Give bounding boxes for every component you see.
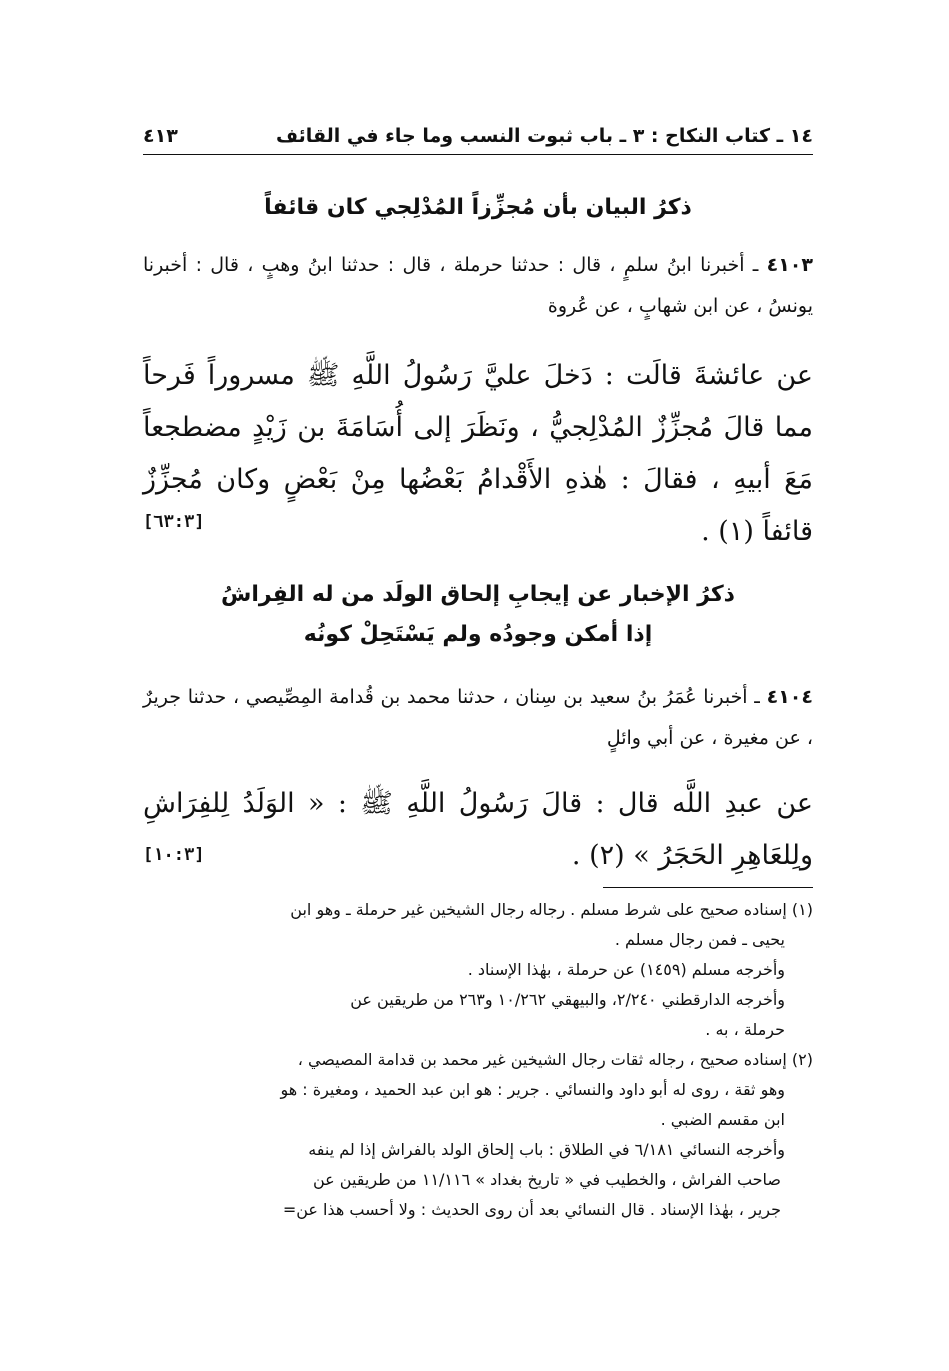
footnote-line: يحيى ـ فمن رجال مسلم . bbox=[614, 930, 785, 949]
volume-reference: [١٠:٣] bbox=[143, 845, 205, 865]
hadith-isnad-4104 bbox=[143, 677, 813, 759]
footnote-line: صاحب الفراش ، والخطيب في « تاريخ بغداد » ١١/١١٦ من طريقين عن bbox=[312, 1170, 781, 1189]
section-title-2 bbox=[143, 575, 813, 655]
section-title-line: إذا أمكن وجودُه ولم يَسْتَحِلْ كونُه bbox=[303, 622, 653, 647]
footnote-line: وأخرجه الدارقطني ٢/٢٤٠، والبيهقي ١٠/٢٦٢ و٢٦٣ من طريقين عن bbox=[350, 990, 785, 1009]
volume-reference: [٦٣:٣] bbox=[143, 512, 205, 532]
hadith-number: ٤١٠٣ bbox=[766, 254, 813, 276]
isnad-text: ـ أخبرنا عُمَرُ بنُ سعيد بن سِنان ، حدثنا محمد بن قُدامة المِصِّيصي ، حدثنا جريرٌ ، عن مغيرة ، عن أبي وائلٍ bbox=[143, 686, 813, 749]
chapter-title: ١٤ ـ كتاب النكاح : ٣ ـ باب ثبوت النسب وما جاء في القائف bbox=[276, 125, 813, 147]
section-title-1 bbox=[143, 188, 813, 228]
footnotes bbox=[143, 895, 813, 1225]
hadith-isnad-4103 bbox=[143, 245, 813, 327]
footnote-line: (٢) إسناده صحيح ، رجاله ثقات رجال الشيخين غير محمد بن قدامة المصيصي ، bbox=[297, 1050, 813, 1069]
footnote-line: وهو ثقة ، روى له أبو داود والنسائي . جرير : هو ابن عبد الحميد ، ومغيرة : هو bbox=[280, 1080, 785, 1099]
footnote-rule bbox=[603, 887, 813, 888]
hadith-matn-4103 bbox=[143, 350, 813, 558]
footnote-line: وأخرجه مسلم (١٤٥٩) عن حرملة ، بهٰذا الإسناد . bbox=[467, 960, 785, 979]
footnote-line: ابن مقسم الضبي . bbox=[660, 1110, 785, 1129]
isnad-text: ـ أخبرنا ابنُ سلمٍ ، قال : حدثنا حرملة ، قال : حدثنا ابنُ وهبٍ ، قال : أخبرنا يونسُ ، عن ابن شهابٍ ، عن عُروة bbox=[143, 254, 813, 317]
running-header bbox=[143, 118, 813, 154]
hadith-matn-4104 bbox=[143, 778, 813, 882]
footnote-line: حرملة ، به . bbox=[705, 1020, 785, 1039]
hadith-number: ٤١٠٤ bbox=[766, 686, 813, 708]
footnote-line: وأخرجه النسائي ٦/١٨١ في الطلاق : باب إلحاق الولد بالفراش إذا لم ينفه bbox=[308, 1140, 785, 1159]
footnote-line: (١) إسناده صحيح على شرط مسلم . رجاله رجال الشيخين غير حرملة ـ وهو ابن bbox=[290, 900, 813, 919]
matn-text: عن عبدِ اللَّه قال : قالَ رَسُولُ اللَّهِ ﷺ : « الوَلَدُ لِلفِرَاشِ ولِلعَاهِرِ الحَجَرُ » (٢) . bbox=[143, 788, 813, 871]
section-title-line: ذكرُ البيان بأن مُجزِّزاً المُدْلِجي كان قائفاً bbox=[264, 195, 692, 220]
header-rule bbox=[143, 154, 813, 155]
section-title-line: ذكرُ الإخبار عن إيجابِ إلحاق الولَد من له الفِراشُ bbox=[221, 582, 735, 607]
matn-text: عن عائشةَ قالَت : دَخلَ عليَّ رَسُولُ اللَّهِ ﷺ مسروراً فَرحاً مما قالَ مُجزِّزٌ المُدْلِجيُّ ، ونَظَرَ إلى أُسَامَةَ بن زَيْدٍ مضطجعاً مَعَ أبيهِ ، فقالَ : هٰذهِ الأَقْدامُ بَعْضُها مِنْ بَعْضٍ وكان مُجزِّزٌ قائفاً (١) . bbox=[143, 360, 813, 547]
page-number: ٤١٣ bbox=[143, 125, 178, 147]
footnote-line: جرير ، بهٰذا الإسناد . قال النسائي بعد أن روى الحديث : ولا أحسب هذا عن= bbox=[282, 1200, 781, 1219]
